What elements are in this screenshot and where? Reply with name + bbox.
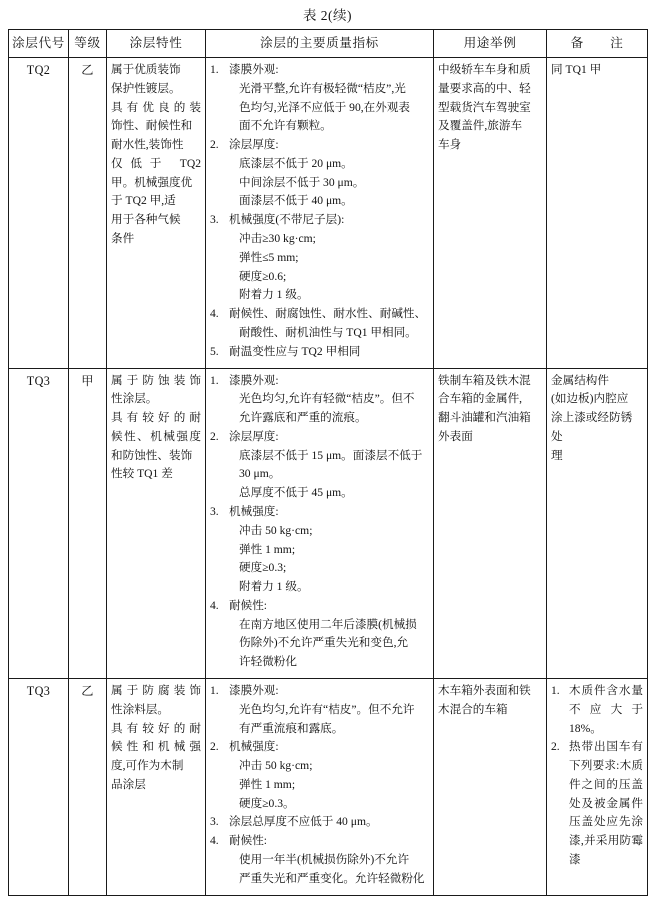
cell-grade: 甲 — [69, 368, 107, 679]
cell-coating-code: TQ3 — [9, 368, 69, 679]
spec-line: 弹性 1 mm; — [239, 777, 296, 791]
spec-number: 3. — [210, 815, 219, 829]
property-line: 度,可作为木制 — [111, 759, 184, 773]
usage-line: 木车箱外表面和铁 — [438, 684, 531, 697]
spec-title: 漆膜外观: — [229, 63, 279, 76]
remark-number: 2. — [551, 740, 560, 754]
remark-line: 件之间的压盖 — [569, 777, 643, 791]
remark-list — [551, 682, 643, 870]
remark-line: 漆,并采用防霉 — [569, 834, 643, 848]
spec-title: 机械强度: — [229, 740, 279, 754]
spec-title: 耐候性: — [229, 598, 268, 612]
spec-line: 光色均匀,允许有轻微“桔皮”。但不 — [239, 392, 415, 406]
header-remarks: 备 注 — [547, 30, 648, 58]
spec-line: 底漆层不低于 20 μm。 — [239, 156, 353, 170]
spec-line: 有严重流痕和露底。 — [239, 721, 344, 735]
spec-line: 允许露底和严重的流痕。 — [239, 411, 367, 425]
cell-usage-example — [434, 679, 547, 896]
property-line: 候性和机械强 — [111, 740, 201, 754]
cell-usage-example — [434, 368, 547, 679]
header-grade: 等级 — [69, 30, 107, 58]
remark-line: (如边板)内腔应 — [551, 392, 629, 406]
spec-item — [210, 738, 429, 813]
spec-line: 色均匀,光泽不应低于 90,在外观表 — [239, 100, 411, 114]
spec-line: 伤除外)不允许严重失光和变色,允 — [239, 636, 409, 650]
spec-title: 涂层厚度: — [229, 138, 279, 152]
usage-line: 木混合的车箱 — [438, 702, 508, 716]
remark-item — [551, 738, 643, 869]
spec-title: 涂层总厚度不应低于 40 μm。 — [229, 815, 378, 829]
property-line: 用于各种气候 — [111, 213, 181, 227]
remark-line: 木质件含水量 — [569, 684, 643, 697]
spec-line: 光色均匀,允许有“桔皮”。但不允许 — [239, 702, 415, 716]
remark-item — [551, 682, 643, 738]
spec-number: 1. — [210, 684, 219, 697]
usage-line: 及覆盖件,旅游车 — [438, 119, 523, 133]
property-line: 候性、机械强度 — [111, 429, 201, 443]
usage-line: 外表面 — [438, 429, 473, 443]
spec-line: 冲击≥30 kg·cm; — [239, 232, 316, 246]
spec-item — [210, 682, 429, 738]
remark-line: 热带出国车有 — [569, 740, 643, 754]
table-row — [9, 368, 648, 679]
spec-number: 1. — [210, 373, 219, 387]
spec-item — [210, 372, 429, 428]
spec-number: 1. — [210, 63, 219, 76]
cell-grade: 乙 — [69, 58, 107, 369]
header-coating-code: 涂层代号 — [9, 30, 69, 58]
spec-item — [210, 305, 429, 343]
usage-line: 合车箱的金属件, — [438, 392, 523, 406]
cell-coating-property — [107, 58, 206, 369]
header-usage-example: 用途举例 — [434, 30, 547, 58]
spec-number: 4. — [210, 598, 219, 612]
header-row — [9, 30, 648, 58]
property-line: 保护性镀层。 — [111, 81, 181, 95]
spec-number: 4. — [210, 307, 219, 321]
spec-item — [210, 813, 429, 832]
cell-grade: 乙 — [69, 679, 107, 896]
usage-line: 铁制车箱及铁木混 — [438, 373, 531, 387]
usage-line: 中级轿车车身和质 — [438, 63, 531, 76]
spec-line: 在南方地区使用二年后漆膜(机械损 — [239, 617, 417, 631]
spec-line: 冲击 50 kg·cm; — [239, 759, 313, 773]
spec-line: 光滑平整,允许有极轻微“桔皮”,光 — [239, 81, 406, 95]
table-header — [9, 30, 648, 58]
remark-line: 处及被金属件 — [569, 796, 643, 810]
property-line: 性涂层。 — [111, 392, 158, 406]
spec-number: 4. — [210, 834, 219, 848]
coating-specification-table — [8, 29, 648, 896]
spec-line: 弹性 1 mm; — [239, 542, 296, 556]
property-line: 具有较好的耐 — [111, 721, 201, 735]
spec-item — [210, 597, 429, 672]
spec-title: 耐候性: — [229, 834, 268, 848]
spec-item — [210, 211, 429, 305]
spec-line: 中间涂层不低于 30 μm。 — [239, 175, 365, 189]
spec-line: 硬度≥0.3; — [239, 561, 287, 575]
table-row — [9, 679, 648, 896]
remark-line: 漆 — [569, 853, 581, 867]
cell-quality-indicators — [206, 368, 434, 679]
cell-coating-code: TQ3 — [9, 679, 69, 896]
cell-remarks — [547, 679, 648, 896]
spec-line: 许轻微粉化 — [239, 655, 297, 669]
spec-line: 硬度≥0.6; — [239, 269, 287, 283]
cell-quality-indicators — [206, 679, 434, 896]
property-line: 属于防蚀装饰 — [111, 373, 201, 387]
cell-remarks — [547, 58, 648, 369]
spec-title: 漆膜外观: — [229, 684, 279, 697]
spec-line: 面漆层不低于 40 μm。 — [239, 194, 353, 208]
spec-line: 附着力 1 级。 — [239, 288, 309, 302]
table-body — [9, 58, 648, 896]
property-line: 具有较好的耐 — [111, 411, 201, 425]
spec-number: 5. — [210, 344, 219, 358]
property-line: 和防蚀性、装饰 — [111, 448, 193, 462]
spec-line: 硬度≥0.3。 — [239, 796, 295, 810]
cell-quality-indicators — [206, 58, 434, 369]
property-line: 甲。机械强度优 — [111, 175, 193, 189]
usage-line: 翻斗油罐和汽油箱 — [438, 411, 531, 425]
spec-line: 冲击 50 kg·cm; — [239, 523, 313, 537]
spec-title: 涂层厚度: — [229, 429, 279, 443]
header-coating-property: 涂层特性 — [107, 30, 206, 58]
cell-usage-example — [434, 58, 547, 369]
spec-line: 耐酸性、耐机油性与 TQ1 甲相同。 — [239, 325, 417, 339]
property-line: 性较 TQ1 差 — [111, 467, 173, 481]
property-line: 属于防腐装饰 — [111, 684, 201, 697]
spec-title: 机械强度(不带尼子层): — [229, 213, 345, 227]
remark-line: 涂上漆或经防锈处 — [551, 411, 633, 443]
spec-item — [210, 343, 429, 362]
spec-number: 2. — [210, 138, 219, 152]
remark-line: 下列要求:木质 — [569, 759, 643, 773]
usage-line: 型载货汽车驾驶室 — [438, 100, 531, 114]
remark-line: 不应大于 — [569, 702, 643, 716]
spec-title: 耐温变性应与 TQ2 甲相同 — [229, 344, 361, 358]
property-line: 品涂层 — [111, 777, 146, 791]
spec-line: 总厚度不低于 45 μm。 — [239, 486, 353, 500]
property-line: 条件 — [111, 232, 135, 246]
remark-line: 理 — [551, 448, 563, 462]
spec-item — [210, 832, 429, 888]
cell-remarks — [547, 368, 648, 679]
spec-list — [210, 682, 429, 889]
property-line: 耐水性,装饰性 — [111, 138, 184, 152]
table-row — [9, 58, 648, 369]
remark-number: 1. — [551, 684, 560, 697]
spec-title: 耐候性、耐腐蚀性、耐水性、耐碱性、 — [229, 307, 427, 321]
spec-item — [210, 61, 429, 136]
spec-number: 2. — [210, 740, 219, 754]
spec-title: 机械强度: — [229, 504, 279, 518]
table-caption: 表 2(续) — [302, 8, 353, 23]
cell-coating-property — [107, 368, 206, 679]
spec-list — [210, 372, 429, 673]
usage-line: 量要求高的中、轻 — [438, 81, 531, 95]
remark-title: 金属结构件 — [551, 373, 609, 387]
spec-line: 附着力 1 级。 — [239, 580, 309, 594]
cell-coating-property — [107, 679, 206, 896]
spec-line: 使用一年半(机械损伤除外)不允许 — [239, 853, 410, 867]
spec-line: 严重失光和严重变化。允许轻微粉化 — [239, 871, 425, 885]
remark-line: 压盖处应先涂 — [569, 815, 643, 829]
spec-number: 2. — [210, 429, 219, 443]
remark-line: 同 TQ1 甲 — [551, 63, 602, 76]
header-quality-indicators: 涂层的主要质量指标 — [206, 30, 434, 58]
property-line: 仅低于 TQ2 — [111, 156, 201, 170]
property-line: 属于优质装饰 — [111, 63, 181, 76]
property-line: 于 TQ2 甲,适 — [111, 194, 176, 208]
spec-list — [210, 61, 429, 362]
property-line: 具有优良的装 — [111, 100, 201, 114]
remark-line: 18%。 — [569, 721, 602, 735]
spec-item — [210, 136, 429, 211]
spec-line: 30 μm。 — [239, 467, 281, 481]
spec-title: 漆膜外观: — [229, 373, 279, 387]
usage-line: 车身 — [438, 138, 462, 152]
spec-item — [210, 428, 429, 503]
spec-line: 底漆层不低于 15 μm。面漆层不低于 — [239, 448, 423, 462]
spec-line: 面不允许有颗粒。 — [239, 119, 332, 133]
spec-line: 弹性≤5 mm; — [239, 250, 299, 264]
spec-number: 3. — [210, 213, 219, 227]
spec-item — [210, 503, 429, 597]
property-line: 饰性、耐候性和 — [111, 119, 193, 133]
cell-coating-code: TQ2 — [9, 58, 69, 369]
property-line: 性涂料层。 — [111, 702, 169, 716]
spec-number: 3. — [210, 504, 219, 518]
